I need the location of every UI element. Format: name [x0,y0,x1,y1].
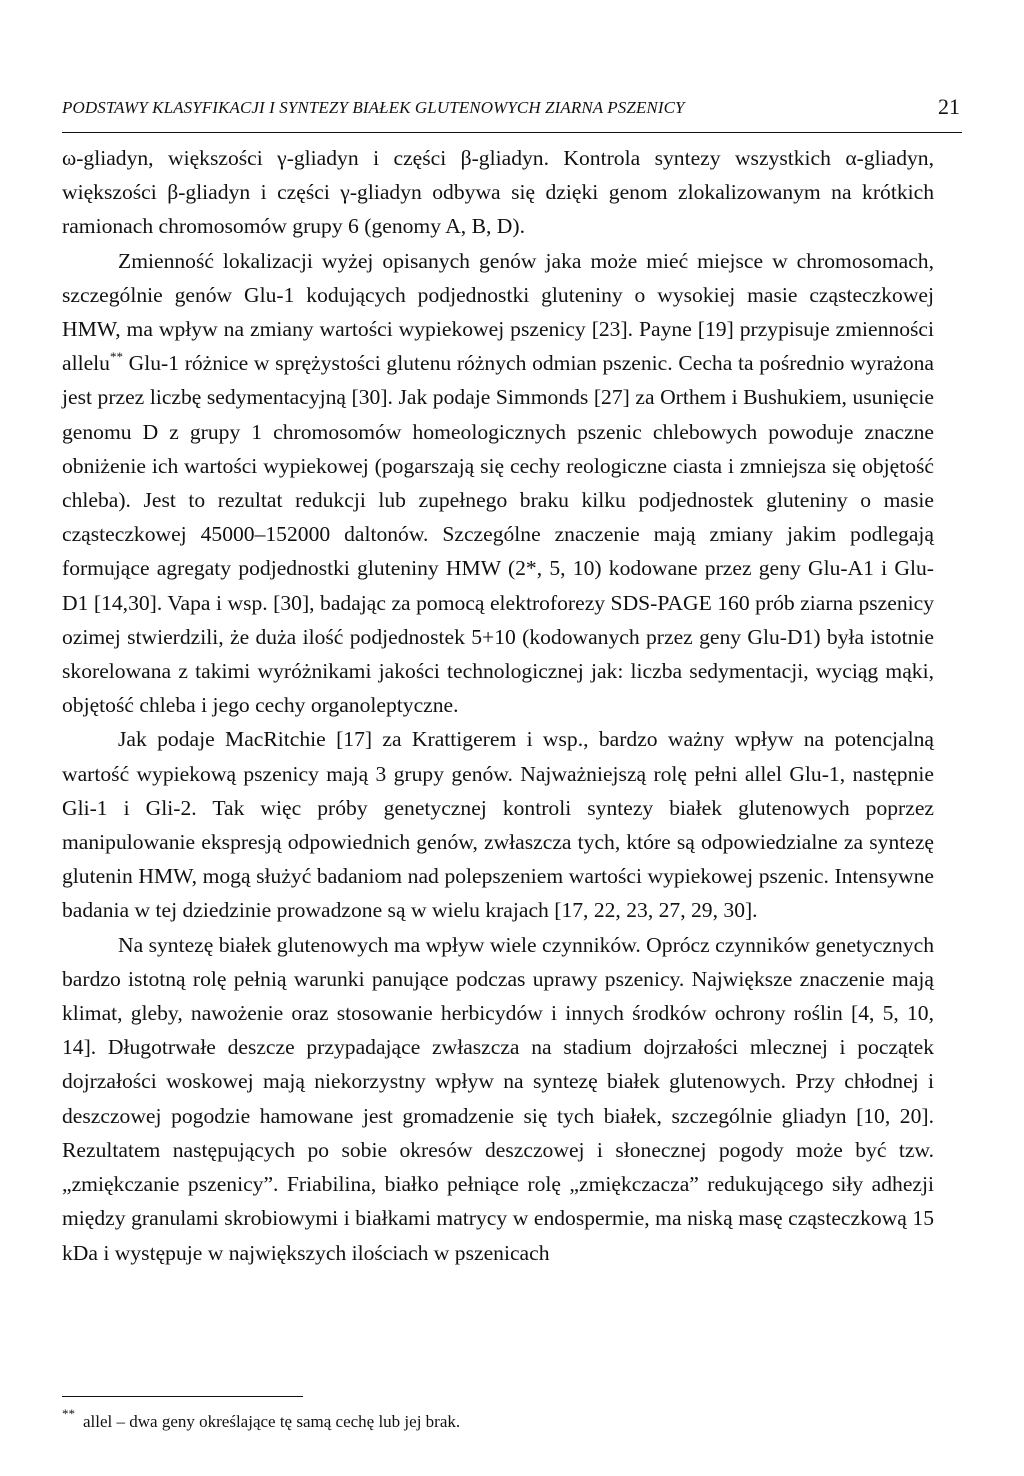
paragraph-4: Na syntezę białek glutenowych ma wpływ wiele czynników. Oprócz czynników genetycznych bardzo istotną rolę pełnią warunki panujące podczas uprawy pszenicy. Największe znaczenie mają klimat, gleby, nawożenie oraz stosowanie herbicydów i innych środków ochrony roślin [4, 5, 10, 14]. Długotrwałe deszcze przypadające zwłaszcza na stadium dojrzałości mlecznej i początek dojrzałości woskowej mają niekorzystny wpływ na syntezę białek glutenowych. Przy chłodnej i deszczowej pogodzie hamowane jest gromadzenie się tych białek, szczególnie gliadyn [10, 20]. Rezultatem następujących po sobie okresów deszczowej i słonecznej pogody może być tzw. „zmiękczanie pszenicy”. Friabilina, białko pełniące rolę „zmiękczacza” redukującego siły adhezji między granulami skrobiowymi i białkami matrycy w endospermie, ma niską masę cząsteczkową 15 kDa i występuje w największych ilościach w pszenicach [62,932,934,1265]
footnote [62,1406,461,1432]
footnote-mark: ** [62,1406,75,1421]
footnote-divider [62,1396,303,1397]
paragraph-3: Jak podaje MacRitchie [17] za Krattigerem i wsp., bardzo ważny wpływ na potencjalną wartość wypiekową pszenicy mają 3 grupy genów. Najważniejszą rolę pełni allel Glu-1, następnie Gli-1 i Gli-2. Tak więc próby genetycznej kontroli syntezy białek glutenowych poprzez manipulowanie ekspresją odpowiednich genów, zwłaszcza tych, które są odpowiedzialne za syntezę glutenin HMW, mogą służyć badaniom nad polepszeniem wartości wypiekowej pszenic. Intensywne badania w tej dziedzinie prowadzone są w wielu krajach [17, 22, 23, 27, 29, 30]. [62,727,934,923]
paragraph-2-part-b: Glu-1 różnice w sprężystości glutenu różnych odmian pszenic. Cecha ta pośrednio wyrażona jest przez liczbę sedymentacyjną [30]. Jak podaje Simmonds [27] za Orthem i Bushukiem, usunięcie genomu D z grupy 1 chromosomów homeologicznych pszenic chlebowych powoduje znaczne obniżenie ich wartości wypiekowej (pogarszają się cechy reologiczne ciasta i zmniejsza się objętość chleba). Jest to rezultat redukcji lub zupełnego braku kilku podjednostek gluteniny o masie cząsteczkowej 45000–152000 daltonów. Szczególne znaczenie mają zmiany jakim podlegają formujące agregaty podjednostki gluteniny HMW (2*, 5, 10) kodowane przez geny Glu-A1 i Glu-D1 [14,30]. Vapa i wsp. [30], badając za pomocą elektroforezy SDS-PAGE 160 prób ziarna pszenicy ozimej stwierdzili, że duża ilość podjednostek 5+10 (kodowanych przez geny Glu-D1) była istotnie skorelowana z takimi wyróżnikami jakości technologicznej jak: liczba sedymentacji, wyciąg mąki, objętość chleba i jego cechy organoleptyczne. [62,351,934,718]
running-title: PODSTAWY KLASYFIKACJI I SYNTEZY BIAŁEK GLUTENOWYCH ZIARNA PSZENICY [62,98,685,117]
running-header [62,92,962,133]
footnote-reference: ** [109,349,123,365]
page-number: 21 [938,94,960,119]
paragraph-1: ω-gliadyn, większości γ-gliadyn i części β-gliadyn. Kontrola syntezy wszystkich α-gliadyn, większości β-gliadyn i części γ-gliadyn odbywa się dzięki genom zlokalizowanym na krótkich ramionach chromosomów grupy 6 (genomy A, B, D). [62,146,934,239]
body-text [62,141,934,1270]
paragraph-2 [62,244,934,723]
footnote-text: allel – dwa geny określające tę samą cechę lub jej brak. [83,1412,461,1431]
paragraph-2-part-a: Zmienność lokalizacji wyżej opisanych genów jaka może mieć miejsce w chromosomach, szczególnie genów Glu-1 kodujących podjednostki gluteniny o wysokiej masie cząsteczkowej HMW, ma wpływ na zmiany wartości wypiekowej pszenicy [23]. Payne [19] przypisuje zmienności allelu [62,248,934,376]
